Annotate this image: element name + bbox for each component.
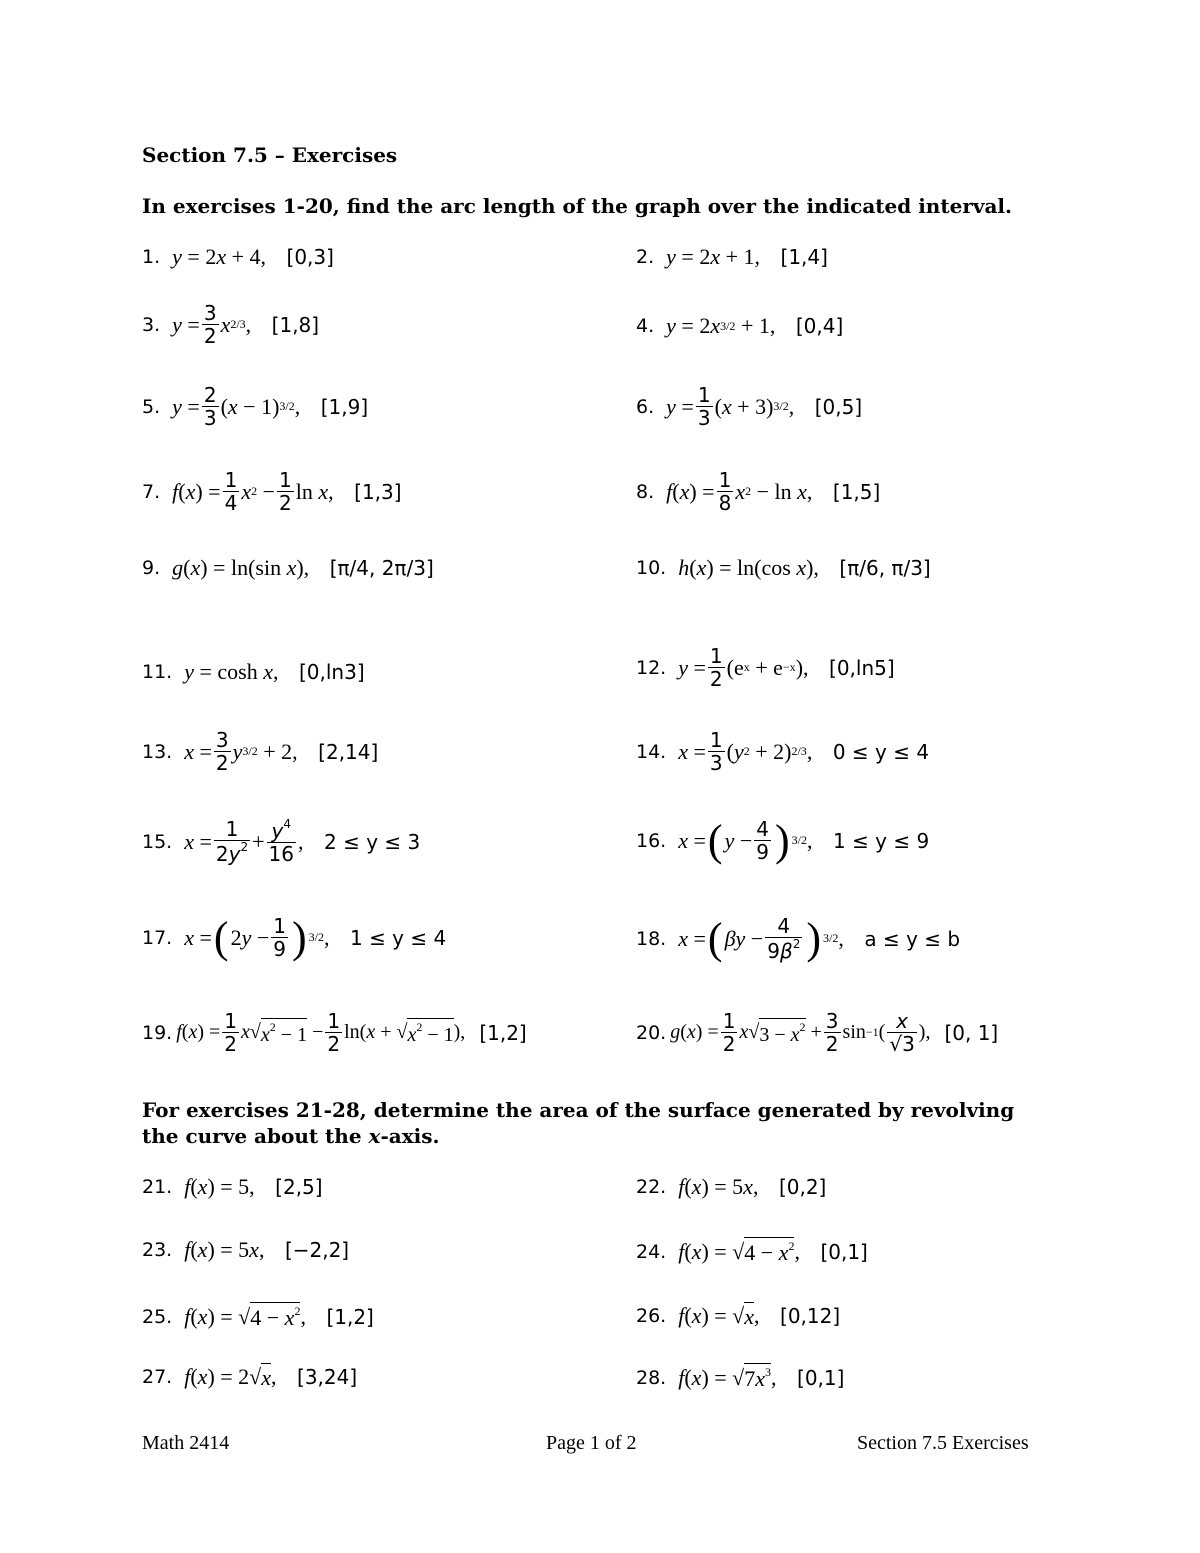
footer-section: Section 7.5 Exercises [857, 1432, 1029, 1454]
exercise-25: 25. f ( x ) = √ $4 - x^2$ , [1,2] [142, 1303, 374, 1330]
exercise-28: 28. f ( x ) = √ $7x^3$ , [0,1] [636, 1364, 845, 1391]
exercise-9: 9. g ( x ) = ln(sin x ), [π/4, 2π/3] [142, 555, 434, 580]
exercise-16: 16. x = ( y − $\frac{4}{9}$ ) 3/2 , 1 ≤ y ≤ 9 [636, 815, 930, 865]
exercise-10: 10. h ( x ) = ln(cos x ), [π/6, π/3] [636, 555, 931, 580]
exercise-4: 4. y = 2 x 3/2 + 1, [0,4] [636, 313, 844, 338]
exercise-11: 11. y = cosh x , [0,ln3] [142, 659, 365, 684]
exercise-13: 13. x = $\frac{3}{2}$ y 3/2 + 2, [2,14] [142, 728, 379, 775]
exercise-17: 17. x = ( 2 y − $\frac{1}{9}$ ) 3/2 , 1 ≤ y ≤ 4 [142, 912, 447, 962]
exercise-5: 5. y = $\frac{2}{3}$ ( x − 1) 3/2 , [1,9] [142, 383, 369, 430]
exercise-19: 19. f ( x ) = $\frac{1}{2}$ x √ $x^2 - 1$ − $\frac{1}{2}$ ln( x + √ $x^2 - 1$ ), [1,2] [142, 1009, 527, 1056]
exercise-14: 14. x = $\frac{1}{3}$ ( y 2 + 2) 2/3 , 0 ≤ y ≤ 4 [636, 728, 930, 775]
exercise-expr: y = 2 x + 4, [172, 244, 283, 269]
exercise-24: 24. f ( x ) = √ $4 - x^2$ , [0,1] [636, 1238, 868, 1265]
page-title: Section 7.5 – Exercises [142, 143, 398, 167]
footer-course: Math 2414 [142, 1432, 230, 1454]
exercise-26: 26. f ( x ) = √ x , [0,12] [636, 1303, 841, 1329]
exercise-7: 7. f ( x ) = $\frac{1}{4}$ x 2 − $\frac{1}{2}$ ln x , [1,3] [142, 468, 402, 515]
exercise-6: 6. y = $\frac{1}{3}$ ( x + 3) 3/2 , [0,5] [636, 383, 863, 430]
exercise-20: 20. g ( x ) = $\frac{1}{2}$ x √ $3 - x^2$ + $\frac{3}{2}$ sin −1 ( $\frac{x}{√3}$ ), [0, 1] [636, 1009, 999, 1056]
footer-page-number: Page 1 of 2 [546, 1432, 637, 1454]
exercise-18: 18. x = ( βy − $\frac{4}{9\beta^2}$ ) 3/2 , a ≤ y ≤ b [636, 913, 961, 963]
exercise-8: 8. f ( x ) = $\frac{1}{8}$ x 2 − ln x , [1,5] [636, 468, 881, 515]
exercise-12: 12. y = $\frac{1}{2}$ (e x + e −x ), [0,ln5] [636, 644, 895, 691]
exercise-15: 15. x = $\frac{1}{2y^2}$ + $\frac{y^4}{16}$ , 2 ≤ y ≤ 3 [142, 817, 421, 866]
exercise-27: 27. f ( x ) = 2√ x , [3,24] [142, 1364, 358, 1390]
exercise-22: 22. f ( x ) = 5 x , [0,2] [636, 1174, 827, 1199]
instructions-arc-length: In exercises 1-20, find the arc length of the graph over the indicated interval. [142, 194, 1012, 218]
exercise-21: 21. f ( x ) = 5, [2,5] [142, 1174, 323, 1199]
exercise-1: 1. y = 2 x + 4, [0,3] [142, 244, 334, 269]
exercise-23: 23. f ( x ) = 5 x , [−2,2] [142, 1237, 350, 1262]
exercise-2: 2. y = 2 x + 1, [1,4] [636, 244, 828, 269]
exercise-3: 3. y = $\frac{3}{2}$ x 2/3 , [1,8] [142, 301, 320, 348]
instructions-surface-area: For exercises 21-28, determine the area of the surface generated by revolving the curve about the x-axis. [142, 1098, 1015, 1148]
